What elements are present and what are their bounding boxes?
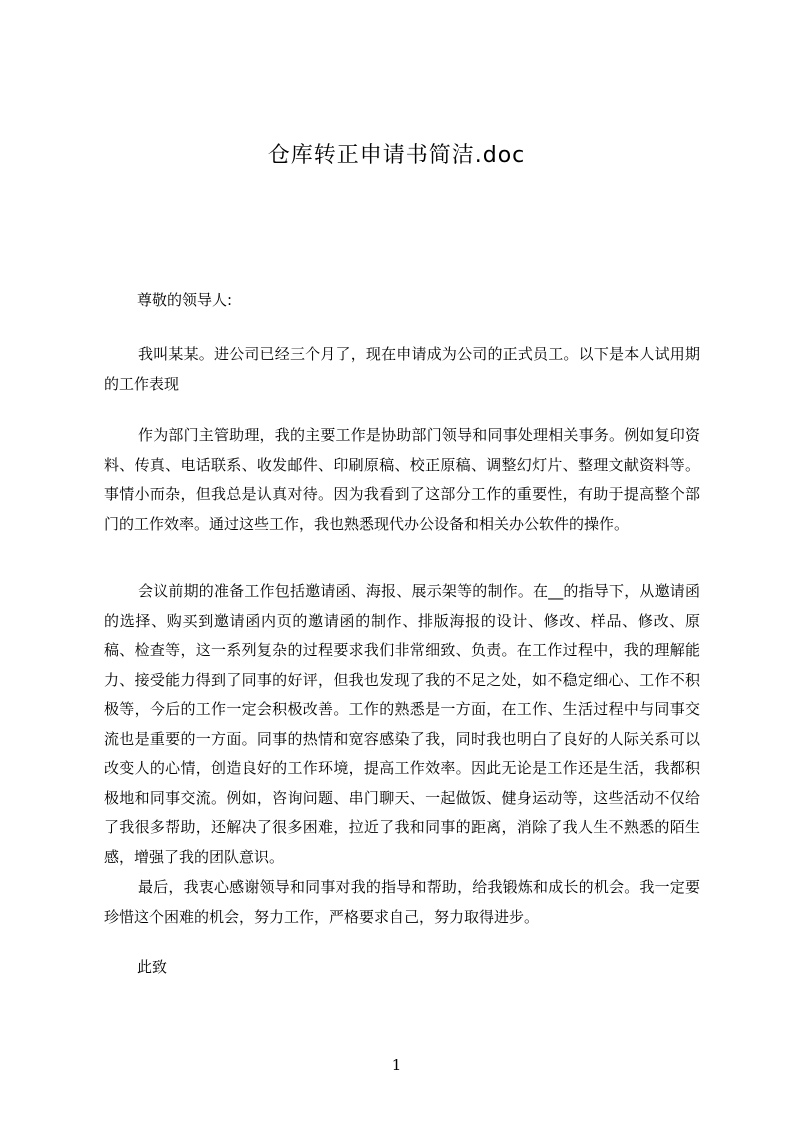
paragraph-meeting-prep: 会议前期的准备工作包括邀请函、海报、展示架等的制作。在__的指导下，从邀请函的选择、购买到邀请函内页的邀请函的制作、排版海报的设计、修改、样品、修改、原稿、检查等，这一系列复杂的过程要求我们非常细致、负责。在工作过程中，我的理解能力、接受能力得到了同事的好评，但我也发现了我的不足之处，如不稳定细心、工作不积极等，今后的工作一定会积极改善。工作的熟悉是一方面，在工作、生活过程中与同事交流也是重要的一方面。同事的热情和宽容感染了我，同时我也明白了良好的人际关系可以改变人的心情，创造良好的工作环境，提高工作效率。因此无论是工作还是生活，我都积极地和同事交流。例如，咨询问题、串门聊天、一起做饭、健身运动等，这些活动不仅给了我很多帮助，还解决了很多困难，拉近了我和同事的距离，消除了我人生不熟悉的陌生感，增强了我的团队意识。 [104,582,700,866]
salutation: 尊敬的领导人: [137,291,233,309]
document-title: 仓库转正申请书简洁.doc [267,143,526,168]
closing: 此致 [137,958,168,976]
page-number: 1 [391,1056,402,1074]
paragraph-duties: 作为部门主管助理，我的主要工作是协助部门领导和同事处理相关事务。例如复印资料、传真、电话联系、收发邮件、印刷原稿、校正原稿、调整幻灯片、整理文献资料等。事情小而杂，但我总是认真对待。因为我看到了这部分工作的重要性，有助于提高整个部门的工作效率。通过这些工作，我也熟悉现代办公设备和相关办公软件的操作。 [104,426,700,533]
paragraph-intro: 我叫某某。进公司已经三个月了，现在申请成为公司的正式员工。以下是本人试用期的工作表现 [104,345,700,393]
paragraph-thanks: 最后，我衷心感谢领导和同事对我的指导和帮助，给我锻炼和成长的机会。我一定要珍惜这个困难的机会，努力工作，严格要求自己，努力取得进步。 [104,878,700,926]
